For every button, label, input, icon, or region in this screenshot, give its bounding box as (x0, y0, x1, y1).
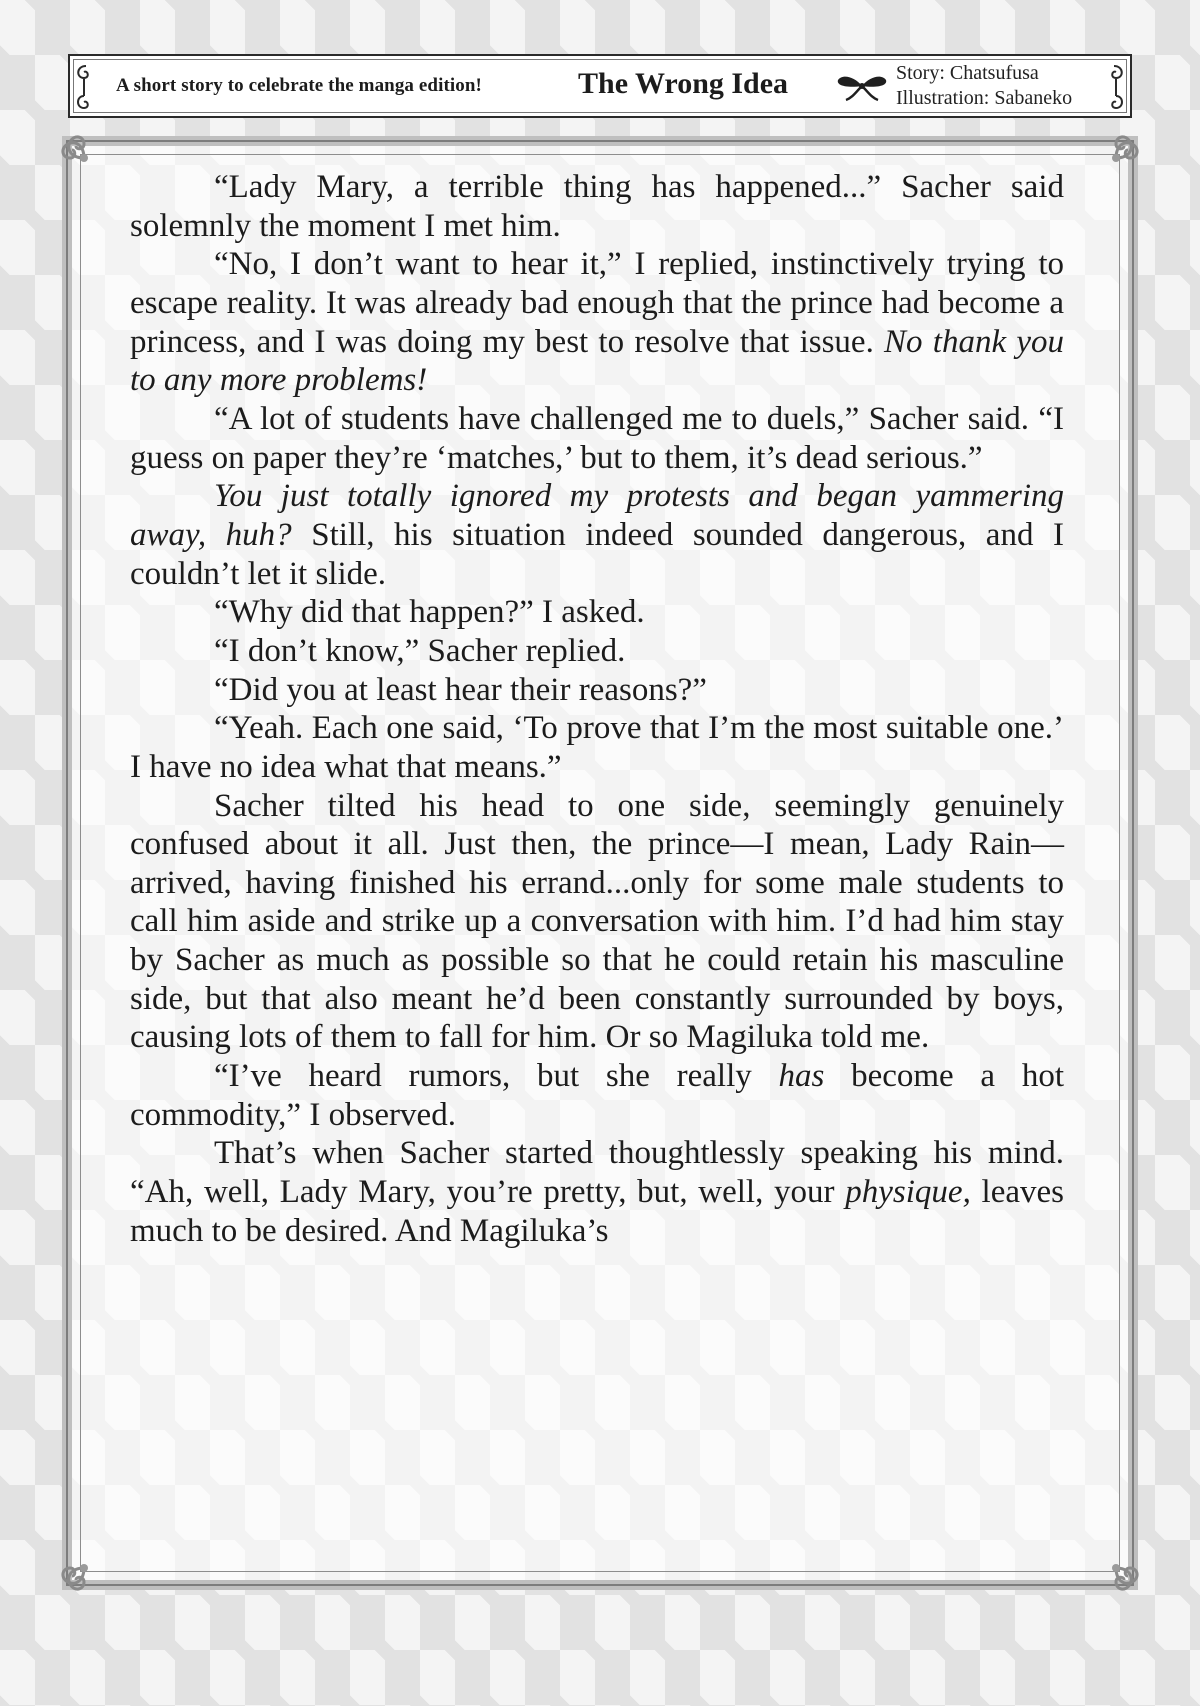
scroll-ornament-icon (72, 60, 96, 114)
story-paragraph (130, 1057, 1064, 1134)
corner-flourish-icon (1084, 1536, 1148, 1600)
header-tagline: A short story to celebrate the manga edition! (116, 75, 482, 96)
story-paragraph (130, 168, 1064, 245)
corner-flourish-icon (52, 1536, 116, 1600)
story-title: The Wrong Idea (578, 67, 789, 100)
story-paragraph (130, 593, 1064, 632)
credits (896, 61, 1072, 111)
story-paragraph (130, 632, 1064, 671)
paragraph-text: Still, his situation indeed sounded dangerous, and I couldn’t let it slide. (130, 516, 1065, 592)
bow-ribbon-icon (832, 70, 892, 104)
italic-text: has (778, 1058, 825, 1095)
paragraph-text: leaves much to be desired. And Magiluka’s (130, 1174, 1064, 1249)
paragraph-text: “Did you at least hear their reasons?” (214, 671, 707, 708)
italic-text: You just totally ignored my protests and began yammering away, huh? (130, 478, 1064, 553)
paragraph-text: Sacher tilted his head to one side, seemingly genuinely confused about it all. Just then, the prince—I mean, Lady Rain—arrived, having finished his errand...only for some male students to call him aside and strike up a conversation with him. I’d had him stay by Sacher as much as possible so that he could retain his masculine side, but that also meant he’d been constantly surrounded by boys, causing lots of them to fall for him. Or so Magiluka told me. (130, 787, 1064, 1056)
paragraph-text: “A lot of students have challenged me to duels,” Sacher said. “I guess on paper they’re ‘matches,’ but to them, it’s dead serious.” (130, 400, 1064, 476)
paragraph-text: “I’ve heard rumors, but she really (214, 1058, 779, 1095)
story-credit: Story: Chatsufusa (896, 62, 1039, 84)
story-paragraph (130, 671, 1064, 710)
story-paragraph (130, 477, 1064, 593)
illustration-credit: Illustration: Sabaneko (896, 87, 1073, 109)
story-paragraph (130, 1134, 1064, 1250)
story-paragraph (130, 400, 1064, 477)
paragraph-text: “I don’t know,” Sacher replied. (214, 632, 626, 669)
paragraph-text: “Yeah. Each one said, ‘To prove that I’m the most suitable one.’ I have no idea what that means.” (130, 710, 1064, 785)
story-body (130, 168, 1064, 1250)
scroll-ornament-icon (1104, 60, 1128, 114)
paragraph-text: “Why did that happen?” I asked. (214, 594, 645, 631)
paragraph-text: “No, I don’t want to hear it,” I replied, instinctively trying to escape reality. It was already bad enough that the prince had become a princess, and I was doing my best to resolve that issue. (130, 246, 1064, 360)
corner-flourish-icon (1084, 126, 1148, 190)
paragraph-text: That’s when Sacher started thoughtlessly speaking his mind. “Ah, well, Lady Mary, you’re pretty, but, well, your (130, 1135, 1064, 1211)
paragraph-text: “Lady Mary, a terrible thing has happened...” Sacher said solemnly the moment I met him. (130, 169, 1064, 244)
italic-text: physique, (845, 1174, 971, 1211)
story-paragraph (130, 787, 1064, 1058)
header-banner (68, 54, 1132, 118)
story-paragraph (130, 709, 1064, 786)
corner-flourish-icon (52, 126, 116, 190)
italic-text: No thank you to any more problems! (130, 323, 1064, 399)
paragraph-text: become a hot commodity,” I observed. (130, 1058, 1064, 1133)
story-paragraph (130, 245, 1064, 400)
